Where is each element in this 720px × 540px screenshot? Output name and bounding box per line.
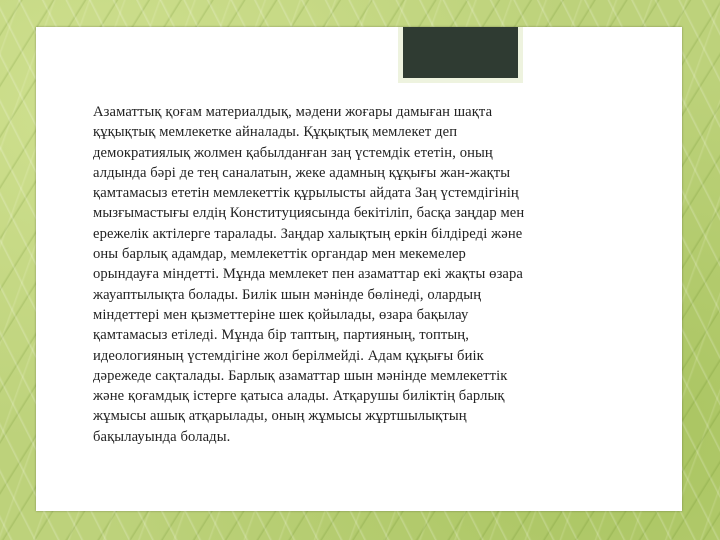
dark-accent-block <box>398 27 523 83</box>
slide-body-text: Азаматтық қоғам материалдық, мәдени жоғары дамыған шақта құқықтық мемлекетке айналады. Құқықтық мемлекет деп демократиялық жолмен қабылданған заң үстемдік ететін, оның алдында бәрі де тең саналатын, жеке адамның құқығы жан-жақты қамтамасыз ететін мемлекеттік құрылысты айдата Заң үстемдігінің мызғымастығы елдің Конституциясында бекітіліп, басқа заңдар мен ережелік актілерге таралады. Заңдар халықтың еркін білдіреді және оны барлық адамдар, мемлекеттік органдар мен мекемелер орындауға міндетті. Мұнда мемлекет пен азаматтар екі жақты өзара жауаптылықта болады. Билік шын мәнінде бөлінеді, олардың міндеттері мен қызметтеріне шек қойылады, өзара бақылау қамтамасыз етіледі. Мұнда бір таптың, партияның, топтың, идеологияның үстемдігіне жол берілмейді. Адам құқығы биік дәрежеде сақталады. Барлық азаматтар шын мәнінде мемлекеттік және қоғамдық істерге қатыса алады. Атқарушы биліктің барлық жұмысы ашық атқарылады, оның жұмысы жұртшылықтың бақылауында болады. <box>93 104 525 445</box>
